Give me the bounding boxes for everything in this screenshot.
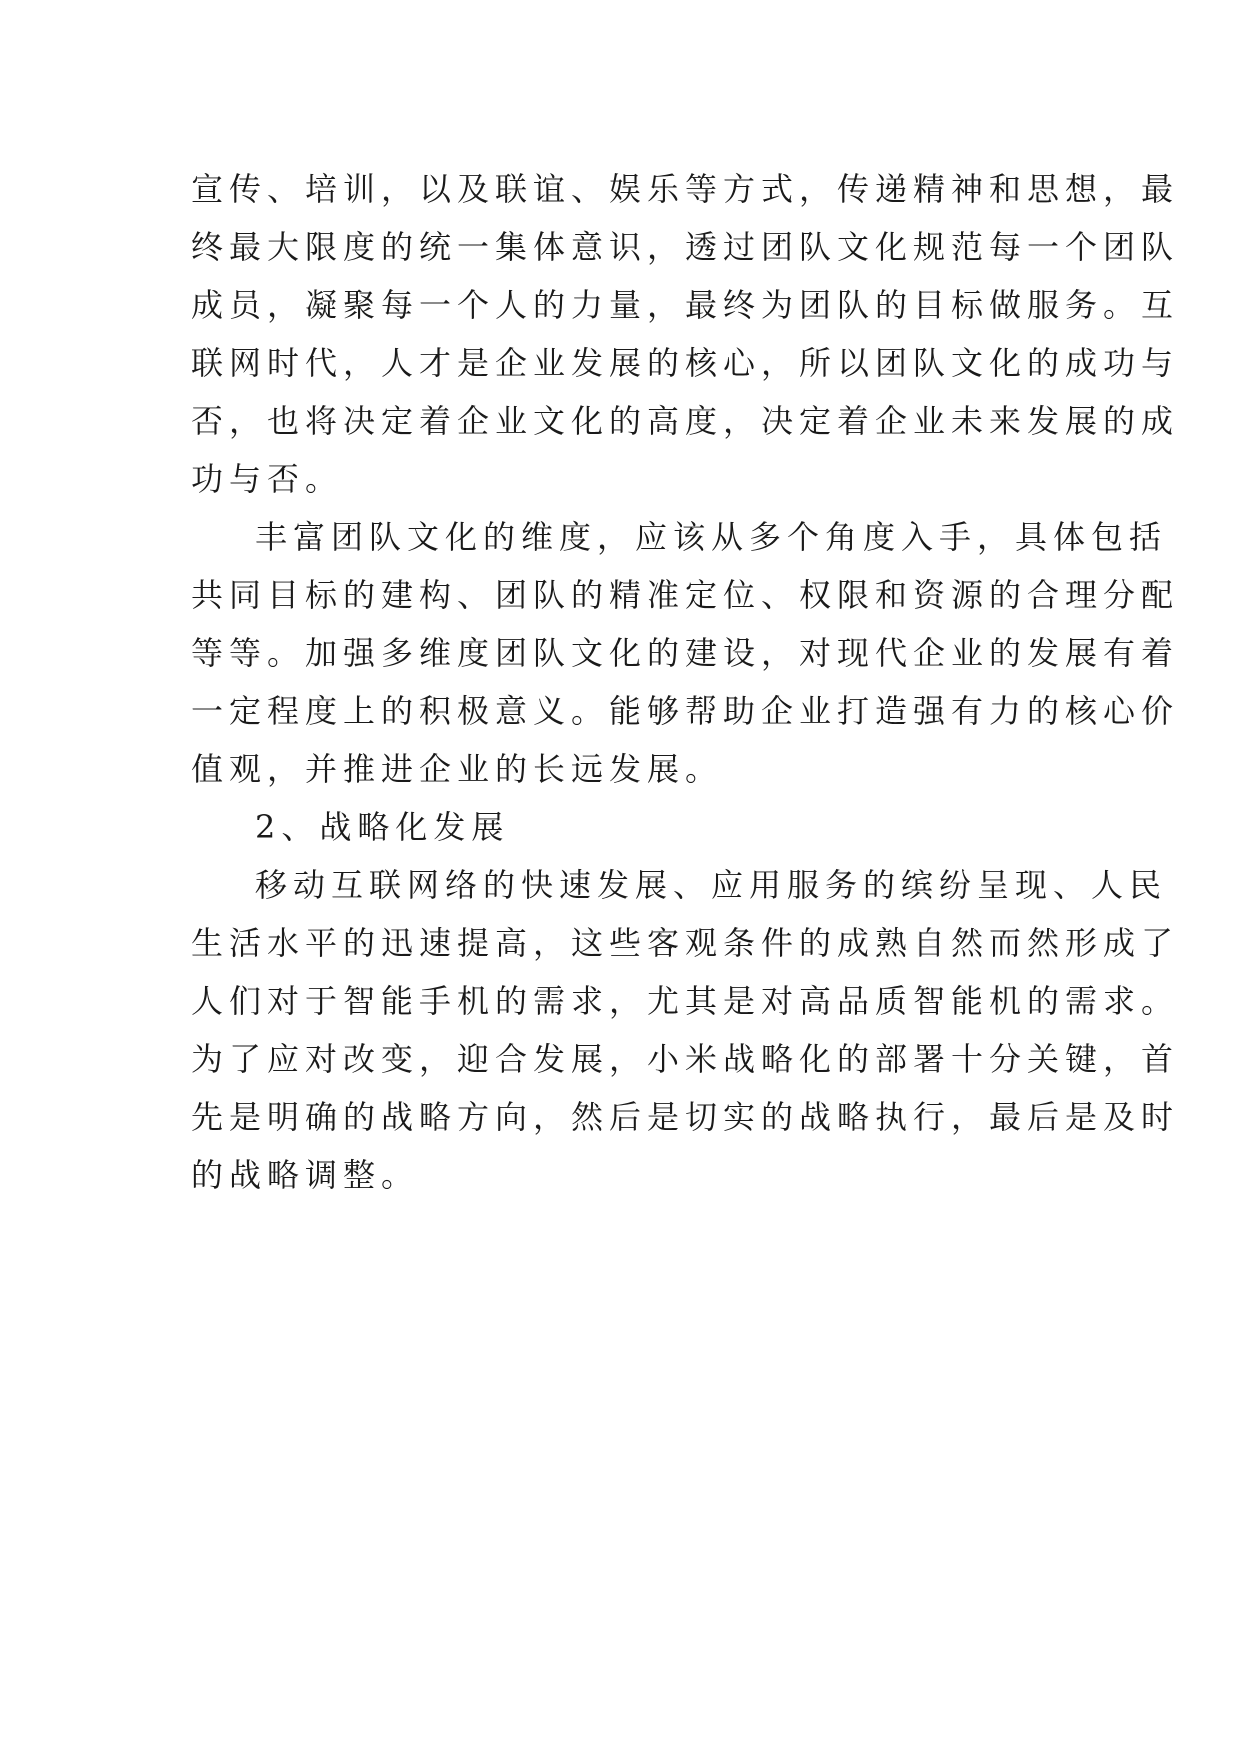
paragraph-1-line-5: 否，也将决定着企业文化的高度，决定着企业未来发展的成 [191,402,1180,440]
paragraph-2-line-5: 值观，并推进企业的长远发展。 [191,750,724,788]
paragraph-3-line-4: 为了应对改变，迎合发展，小米战略化的部署十分关键，首 [191,1040,1180,1078]
paragraph-1-line-3: 成员，凝聚每一个人的力量，最终为团队的目标做服务。互 [191,286,1180,324]
paragraph-3-line-6: 的战略调整。 [191,1156,420,1194]
paragraph-1-line-1: 宣传、培训，以及联谊、娱乐等方式，传递精神和思想，最 [191,170,1180,208]
paragraph-1-line-4: 联网时代，人才是企业发展的核心，所以团队文化的成功与 [191,344,1180,382]
paragraph-2-line-1: 丰富团队文化的维度，应该从多个角度入手，具体包括 [255,518,1168,556]
paragraph-2-line-3: 等等。加强多维度团队文化的建设，对现代企业的发展有着 [191,634,1180,672]
body-text [191,160,1180,1204]
paragraph-3-line-3: 人们对于智能手机的需求，尤其是对高品质智能机的需求。 [191,982,1180,1020]
paragraph-3-line-1: 移动互联网络的快速发展、应用服务的缤纷呈现、人民 [255,866,1168,904]
section-heading: 2、战略化发展 [255,808,510,846]
paragraph-3-line-5: 先是明确的战略方向，然后是切实的战略执行，最后是及时 [191,1098,1180,1136]
paragraph-2-line-2: 共同目标的建构、团队的精准定位、权限和资源的合理分配 [191,576,1180,614]
paragraph-1-line-6: 功与否。 [191,460,344,498]
paragraph-1-line-2: 终最大限度的统一集体意识，透过团队文化规范每一个团队 [191,228,1180,266]
paragraph-3-line-2: 生活水平的迅速提高，这些客观条件的成熟自然而然形成了 [191,924,1180,962]
paragraph-2-line-4: 一定程度上的积极意义。能够帮助企业打造强有力的核心价 [191,692,1180,730]
